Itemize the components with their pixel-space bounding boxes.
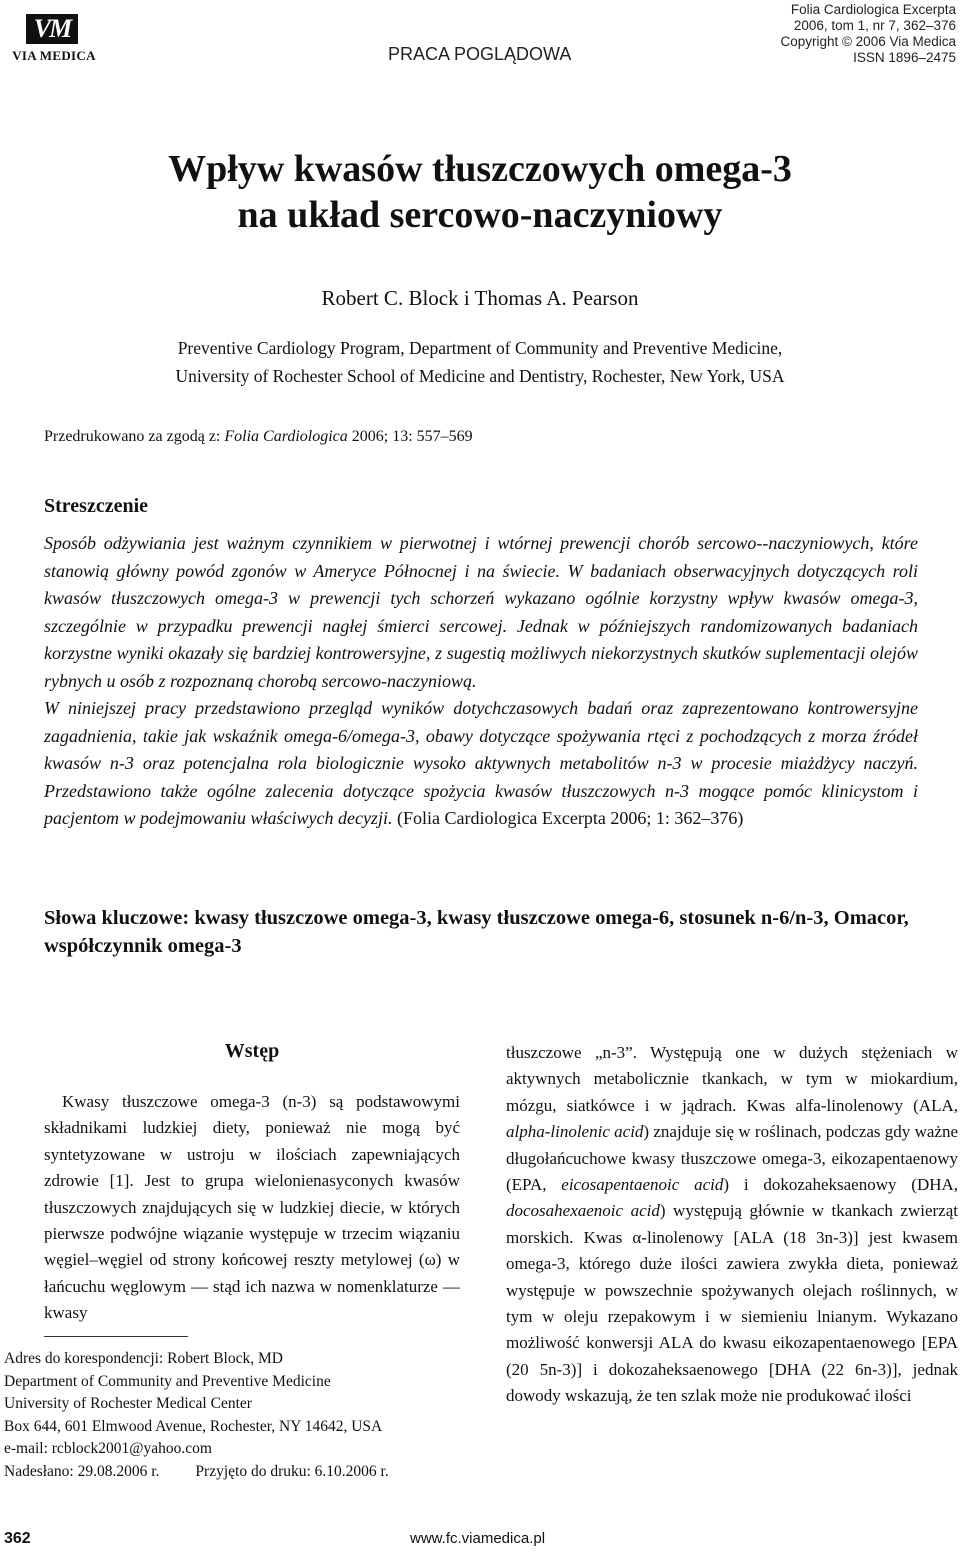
reprint-journal: Folia Cardiologica xyxy=(224,428,348,445)
right-text-2: ) znajduje się w roślinach, podczas gdy ważne długołańcuchowe kwasy tłuszczowe omega-3, eikozapentaenowy (EPA, xyxy=(506,1122,958,1195)
abstract-paragraph-1: Sposób odżywiania jest ważnym czynnikiem w pierwotnej i wtórnej prewencji chorób sercowo--naczyniowych, które stanowią główny powód zgonów w Ameryce Północnej i na świecie. W badaniach obserwacyjnych dotyczących roli kwasów tłuszczowych omega-3 w prewencji tych schorzeń wykazano ogólnie korzystny wpływ kwasów omega-3, szczególnie w przypadku prewencji nagłej śmierci sercowej. Jednak w późniejszych randomizowanych badaniach korzystne wyniki okazały się bardziej kontrowersyjne, z sugestią możliwych niekorzystnych skutków suplementacji olejów rybnych u osób z rozpoznaną chorobą sercowo-naczyniową. xyxy=(44,533,918,691)
affiliation-line-2: University of Rochester School of Medicine and Dentistry, Rochester, New York, USA xyxy=(175,366,785,386)
correspondence-footnote xyxy=(4,1348,474,1483)
title-line-2: na układ sercowo-naczyniowy xyxy=(237,194,723,236)
footnote-line-2: Department of Community and Preventive Medicine xyxy=(4,1372,331,1390)
abstract-heading: Streszczenie xyxy=(44,495,149,517)
authors: Robert C. Block i Thomas A. Pearson xyxy=(321,286,639,310)
article-title xyxy=(0,146,960,238)
right-italic-2: eicosapentaenoic acid xyxy=(561,1175,724,1195)
left-column xyxy=(44,1040,460,1327)
right-text-1: tłuszczowe „n-3”. Występują one w dużych stężeniach w aktywnych metabolicznie tkankach, w tym w miokardium, mózgu, siatkówce i w jądrach. Kwas alfa-linolenowy (ALA, xyxy=(506,1043,958,1115)
footnote-line-3: University of Rochester Medical Center xyxy=(4,1395,252,1412)
right-text-3: ) i dokozaheksaenowy (DHA, xyxy=(723,1175,959,1195)
intro-paragraph-left: Kwasy tłuszczowe omega-3 (n-3) są podstawowymi składnikami ludzkiej diety, ponieważ nie mogą być syntetyzowane w ustroju w ilościach zapewniających zdrowie [1]. Jest to grupa wielonienasyconych kwasów tłuszczowych znajdujących się w ludzkiej diecie, w których pierwsze podwójne wiązanie występuje w trzecim wiązaniu węgiel–węgiel od strony końcowej reszty metylowej (ω) w łańcuchu węglowym — stąd ich nazwa w nomenklaturze — kwasy xyxy=(44,1092,460,1323)
right-italic-3: docosahexaenoic acid xyxy=(506,1201,660,1221)
publisher-logo xyxy=(4,14,104,66)
right-column xyxy=(506,1040,958,1410)
journal-copyright: Copyright © 2006 Via Medica xyxy=(780,34,956,49)
keywords: Słowa kluczowe: kwasy tłuszczowe omega-3, kwasy tłuszczowe omega-6, stosunek n-6/n-3, Omacor, współczynnik omega-3 xyxy=(44,907,909,957)
abstract xyxy=(44,530,918,833)
logo-mark: VM xyxy=(26,14,78,44)
journal-issue: 2006, tom 1, nr 7, 362–376 xyxy=(793,18,956,33)
right-text-4: ) występują głównie w tkankach zwierząt morskich. Kwas α-linolenowy [ALA (18 3n-3)] jest kwasem omega-3, którego duże ilości zawiera zwykła dieta, ponieważ występuje w powszechnie spożywanych olejach roślinnych, w tym w oleju rzepakowym i w siemieniu lnianym. Wykazano możliwość konwersji ALA do kwasu eikozapentaenowego [EPA (20 5n-3)] i dokozaheksaenowego [DHA (22 6n-3)], jednak dowody wskazują, że ten szlak może nie produkować ilości xyxy=(506,1201,958,1406)
logo-text: VIA MEDICA xyxy=(12,48,96,63)
journal-issn: ISSN 1896–2475 xyxy=(853,50,956,65)
journal-website[interactable]: www.fc.viamedica.pl xyxy=(410,1530,546,1547)
title-line-1: Wpływ kwasów tłuszczowych omega-3 xyxy=(168,148,792,190)
footnote-email: e-mail: rcblock2001@yahoo.com xyxy=(4,1440,212,1457)
footnote-line-1: Adres do korespondencji: Robert Block, MD xyxy=(4,1350,283,1367)
reprint-note xyxy=(44,428,473,446)
journal-name: Folia Cardiologica Excerpta xyxy=(790,2,956,17)
article-type: PRACA POGLĄDOWA xyxy=(388,44,572,64)
journal-info xyxy=(780,2,956,66)
page-number: 362 xyxy=(4,1530,31,1547)
intro-paragraph-right xyxy=(506,1040,958,1410)
footnote-divider xyxy=(44,1336,188,1337)
abstract-paragraph-2 xyxy=(44,695,918,833)
reprint-prefix: Przedrukowano za zgodą z: xyxy=(44,428,225,445)
right-italic-1: alpha-linolenic acid xyxy=(506,1122,644,1142)
affiliation xyxy=(0,334,960,390)
footnote-dates xyxy=(4,1461,474,1484)
section-heading-introduction: Wstęp xyxy=(224,1040,280,1062)
accepted-date: Przyjęto do druku: 6.10.2006 r. xyxy=(195,1462,389,1480)
footnote-line-4: Box 644, 601 Elmwood Avenue, Rochester, NY 14642, USA xyxy=(4,1417,383,1435)
affiliation-line-1: Preventive Cardiology Program, Department of Community and Preventive Medicine, xyxy=(177,338,783,358)
abstract-paragraph-2-text: W niniejszej pracy przedstawiono przegląd wyników dotychczasowych badań oraz zaprezentowano kontrowersyjne zagadnienia, takie jak wskaźnik omega-6/omega-3, obawy dotyczące spożywania rtęci z pochodzących z morza źródeł kwasów n-3 oraz potencjalna rola biologicznie wysoko aktywnych metabolitów n-3 w procesie miażdżycy naczyń. Przedstawiono także ogólne zalecenia dotyczące spożycia kwasów tłuszczowych n-3 mogące pomóc klinicystom i pacjentom w podejmowaniu właściwych decyzji. xyxy=(44,698,918,828)
abstract-citation: (Folia Cardiologica Excerpta 2006; 1: 362–376) xyxy=(392,808,744,828)
received-date: Nadesłano: 29.08.2006 r. xyxy=(4,1462,160,1480)
reprint-suffix: 2006; 13: 557–569 xyxy=(347,428,473,445)
